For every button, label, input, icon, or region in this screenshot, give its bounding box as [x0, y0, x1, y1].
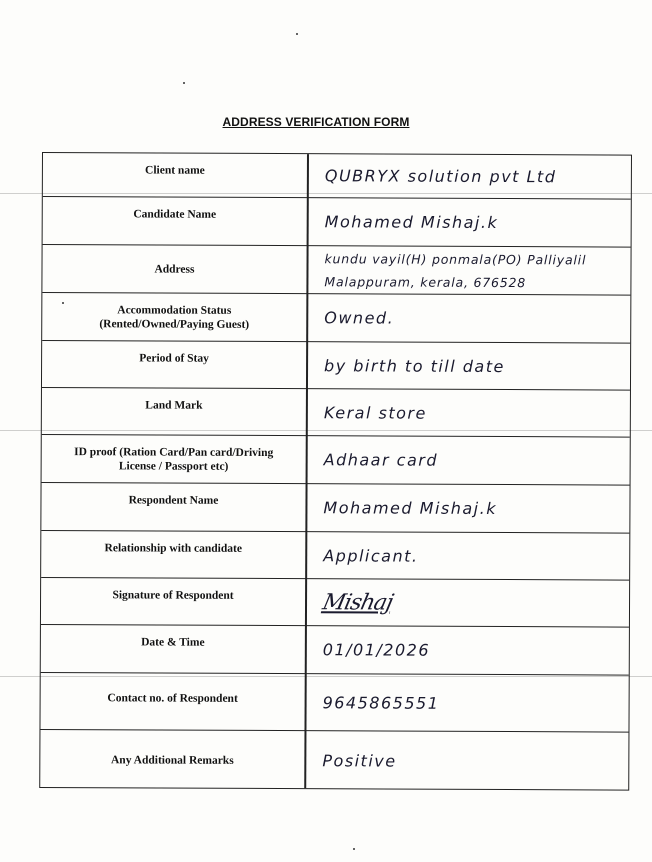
label-signature: Signature of Respondent: [112, 589, 234, 602]
row-period-of-stay: [42, 341, 630, 391]
row-candidate-name: [43, 197, 631, 248]
value-respondent-name: Mohamed Mishaj.k: [323, 498, 498, 518]
label-client-name: Client name: [145, 164, 205, 177]
row-contact-no: [40, 673, 628, 733]
form-title: ADDRESS VERIFICATION FORM: [222, 115, 410, 129]
value-address: [310, 246, 624, 294]
label-additional-remarks: Any Additional Remarks: [110, 753, 234, 767]
value-date-time: 01/01/2026: [322, 640, 431, 660]
value-address-line2: Malappuram, kerala, 676528: [324, 273, 527, 290]
label-id-proof: [42, 435, 306, 483]
scan-speck: [183, 82, 185, 84]
row-date-time: [41, 625, 629, 676]
label-id-proof-line1: ID proof (Ration Card/Pan card/Driving: [74, 445, 274, 459]
verification-table: [39, 152, 632, 791]
value-additional-remarks: Positive: [322, 751, 397, 771]
row-accommodation-status: [42, 293, 630, 344]
value-candidate-name: Mohamed Mishaj.k: [324, 212, 499, 232]
scan-speck: [296, 33, 298, 35]
label-accommodation-line1: Accommodation Status: [117, 303, 232, 317]
label-land-mark: Land Mark: [145, 399, 203, 412]
label-accommodation-status: [42, 293, 306, 341]
value-signature-cell: [309, 579, 623, 626]
row-additional-remarks: [40, 730, 628, 792]
value-land-mark: Keral store: [323, 402, 427, 423]
value-period-of-stay: by birth to till date: [324, 355, 505, 376]
label-address: Address: [154, 262, 195, 276]
label-date-time: Date & Time: [141, 636, 205, 649]
value-client-name: QUBRYX solution pvt Ltd: [324, 166, 557, 187]
label-period-of-stay: Period of Stay: [139, 352, 209, 365]
respondent-signature: Mishaj: [320, 589, 395, 616]
row-address: [42, 245, 630, 296]
row-relationship: [41, 531, 629, 581]
value-address-line1: kundu vayil(H) ponmala(PO) Palliyalil: [324, 250, 587, 267]
row-signature: [41, 578, 629, 628]
label-contact-no: Contact no. of Respondent: [107, 692, 238, 705]
label-candidate-name: Candidate Name: [133, 208, 217, 221]
row-respondent-name: [41, 483, 629, 534]
label-relationship: Relationship with candidate: [104, 542, 242, 555]
value-accommodation-status: Owned.: [324, 308, 395, 328]
label-id-proof-line2: License / Passport etc): [118, 459, 229, 473]
row-id-proof: [42, 435, 630, 486]
scan-speck: [353, 848, 355, 850]
value-contact-no: 9645865551: [322, 692, 440, 713]
value-id-proof: Adhaar card: [323, 450, 439, 470]
row-land-mark: [42, 388, 630, 438]
value-relationship: Applicant.: [323, 545, 419, 566]
label-respondent-name: Respondent Name: [128, 494, 219, 507]
label-accommodation-line2: (Rented/Owned/Paying Guest): [99, 317, 250, 331]
row-client-name: [43, 153, 631, 200]
